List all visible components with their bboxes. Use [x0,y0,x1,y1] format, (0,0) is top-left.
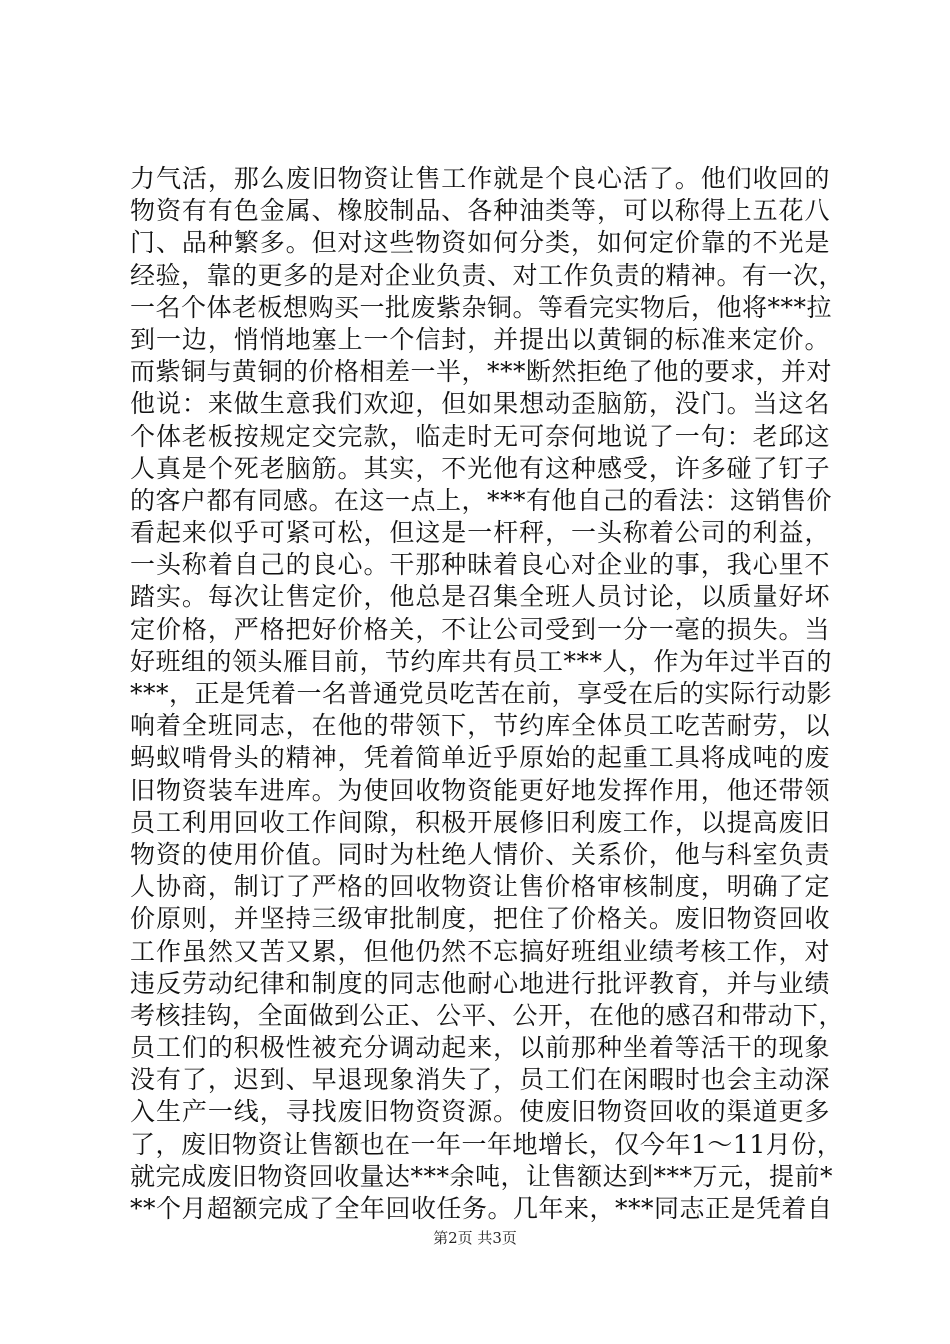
page-footer [0,1228,950,1248]
text-line: 看起来似乎可紧可松，但这是一杆秤，一头称着公司的利益， [130,518,830,548]
text-line: 而紫铜与黄铜的价格相差一半，***断然拒绝了他的要求，并对 [130,357,833,387]
page-number-indicator: 第2页 共3页 [433,1229,517,1247]
text-line: **个月超额完成了全年回收任务。几年来，***同志正是凭着自 [130,1194,833,1223]
text-line: 一名个体老板想购买一批废紫杂铜。等看完实物后，他将***拉 [130,292,833,322]
text-line: 门、品种繁多。但对这些物资如何分类，如何定价靠的不光是 [130,228,830,258]
text-line: 考核挂钩，全面做到公正、公平、公开，在他的感召和带动下， [130,1000,845,1030]
text-line: 旧物资装车进库。为使回收物资能更好地发挥作用，他还带领 [130,775,830,805]
text-line: 价原则，并坚持三级审批制度，把住了价格关。废旧物资回收 [130,904,830,934]
text-line: 踏实。每次让售定价，他总是召集全班人员讨论，以质量好坏 [130,582,830,612]
text-line: 了，废旧物资让售额也在一年一年地增长，仅今年1～11月份， [130,1129,843,1159]
text-line: 人协商，制订了严格的回收物资让售价格审核制度，明确了定 [130,872,830,902]
text-line: 违反劳动纪律和制度的同志他耐心地进行批评教育，并与业绩 [130,968,830,998]
text-line: 蚂蚁啃骨头的精神，凭着简单近乎原始的起重工具将成吨的废 [130,743,830,773]
text-line: 响着全班同志，在他的带领下，节约库全体员工吃苦耐劳，以 [130,711,830,741]
text-line: 工作虽然又苦又累，但他仍然不忘搞好班组业绩考核工作，对 [130,936,830,966]
text-line: 一头称着自己的良心。干那种昧着良心对企业的事，我心里不 [130,550,830,580]
text-line: 个体老板按规定交完款，临走时无可奈何地说了一句：老邱这 [130,421,830,451]
text-line: 到一边，悄悄地塞上一个信封，并提出以黄铜的标准来定价。 [130,324,830,354]
text-line: 没有了，迟到、早退现象消失了，员工们在闲暇时也会主动深 [130,1065,830,1095]
text-line: 员工利用回收工作间隙，积极开展修旧利废工作，以提高废旧 [130,807,830,837]
text-line: 力气活，那么废旧物资让售工作就是个良心活了。他们收回的 [130,164,830,193]
text-line: 经验，靠的更多的是对企业负责、对工作负责的精神。有一次， [130,260,845,290]
text-line: 员工们的积极性被充分调动起来，以前那种坐着等活干的现象 [130,1033,830,1063]
text-line: 的客户都有同感。在这一点上，***有他自己的看法：这销售价 [130,485,833,515]
text-line: 就完成废旧物资回收量达***余吨，让售额达到***万元，提前* [130,1161,834,1191]
text-line: 好班组的领头雁目前，节约库共有员工***人，作为年过半百的 [130,646,833,676]
text-line: 人真是个死老脑筋。其实，不光他有这种感受，许多碰了钉子 [130,453,830,483]
text-line: 入生产一线，寻找废旧物资资源。使废旧物资回收的渠道更多 [130,1097,830,1127]
text-line: 定价格，严格把好价格关，不让公司受到一分一毫的损失。当 [130,614,830,644]
body-text [130,163,845,1225]
text-line: 物资有有色金属、橡胶制品、各种油类等，可以称得上五花八 [130,196,830,226]
text-line: 物资的使用价值。同时为杜绝人情价、关系价，他与科室负责 [130,839,830,869]
text-line: 他说：来做生意我们欢迎，但如果想动歪脑筋，没门。当这名 [130,389,830,419]
text-line: ***，正是凭着一名普通党员吃苦在前，享受在后的实际行动影 [130,679,833,708]
